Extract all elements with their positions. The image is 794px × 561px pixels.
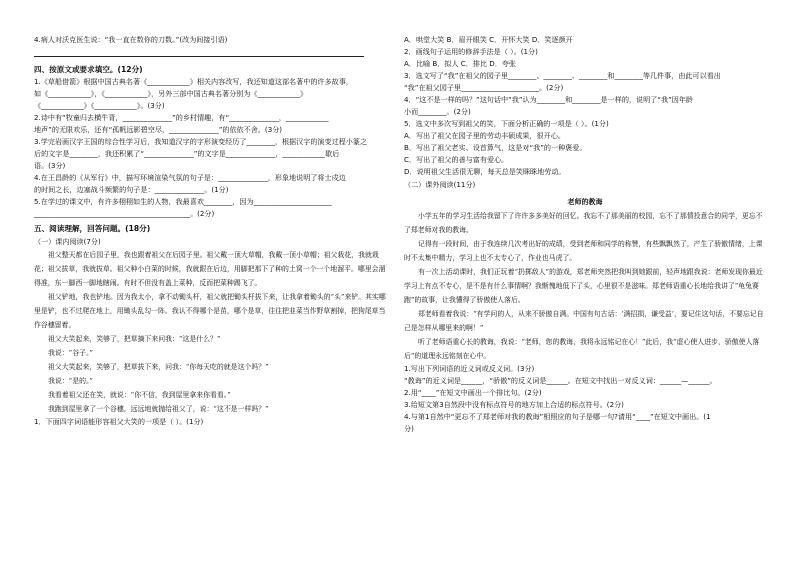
essay-question: 分) (404, 424, 414, 433)
essay-paragraph: 小学五年的学习生活给我留下了许许多多美好的回忆。我忘不了那美丽的校园，忘不了那情投意合的同学，更忘不了郑老师对我的教诲。 (404, 212, 763, 234)
question-4-cont: 小而________。(2分) (404, 107, 471, 116)
s4-line: 5.在学过的课文中，有许多栩栩如生的人物，我最喜欢________，因为______________________ (34, 197, 332, 206)
option-line: C．写出了祖父的善与富有爱心。 (404, 155, 509, 164)
question-3-cont: “我”在祖父园子里______________________。(2分) (404, 83, 564, 92)
answer-line (34, 56, 364, 57)
dialogue-line: 我说：“谷子。” (48, 349, 93, 357)
right-column (404, 34, 766, 435)
option-line: A．写出了祖父在园子里的劳动丰硕成果，很开心。 (404, 131, 565, 140)
essay-paragraph: 听了老师语重心长的教诲，我说：“老师，您的教诲，我将永远铭记在心！”此后，我“虚心使人进步，骄傲使人落后”的道理永远铭刻在心中。 (404, 338, 760, 360)
s4-line: 4.在王昌龄的《从军行》中，描写环境渲染气氛的句子是：______________，形象地说明了将士戍边 (34, 173, 346, 182)
essay-question: 3.给短文第3自然段中没有标点符号的地方加上合适的标点符号。(2分) (404, 400, 624, 409)
passage-paragraph: 祖父整天都在后园子里，我也跟着祖父在后园子里。祖父戴一顶大草帽，我戴一顶小草帽；祖父栽花，我就栽花；祖父拔草，我就拔草。祖父种小白菜的时候，我就跟在后边，用脚把那下了种的土窝一个一个地溜平。哪里会溜得准，东一脚西一脚地瞎闹。有时不但没有盖上菜种，反而把菜种踢飞了。 (34, 251, 386, 287)
s4-line: 如《____________》，《____________》，另外三部中国古典名著分别为《____________》 (34, 89, 308, 98)
dialogue-line: 我说：“是的。” (48, 377, 93, 385)
sub2-title: （二）课外阅读(11分) (404, 180, 476, 189)
s4-line: 地声”的无限欢乐，还有“孤帆远影碧空尽，______________”的依依不舍。(3分) (34, 125, 283, 134)
left-column (34, 34, 392, 428)
essay-paragraph: 郑老师看着我说：“有学问的人，从来不骄傲自满。中国有句古话：‘满招损，谦受益’，要记住这句话，不要忘记自己是怎样从哪里来的啊！” (404, 310, 764, 332)
dialogue-line: 我跑到屋里拿了一个谷穗，远远地就抛给祖父了，说：“这不是一样吗？” (48, 405, 269, 413)
question-5: 5．选文中多次写到祖父的笑，下面分析正确的一项是（ ）。(1分) (404, 119, 609, 128)
section5-title: 五、阅读理解，回答问题。(18分) (34, 224, 151, 233)
options-q1: A．哄堂大笑 B．眉开眼笑 C．开怀大笑 D．笑逐颜开 (404, 35, 573, 44)
s4-line: 《____________》《____________》。(3分) (34, 101, 165, 110)
s4-line: 2.诗中有“牧童归去横牛背，______________”的乡村情趣，有“______________，____________ (34, 113, 329, 122)
s4-line: 语。(3分) (34, 161, 66, 170)
question-2: 2．画线句子运用的修辞手法是（ ）。(1分) (404, 47, 538, 56)
essay-question: 1.写出下列词语的近义词或反义词。(3分) (404, 364, 535, 373)
dialogue-line: 我看着祖父还在笑，就说：“你不信，我到屋里拿来你看看。” (48, 391, 231, 399)
s4-line: 3.学完岩画汉字王国的综合性学习后，我知道汉字的字形演变经历了________，根据汉字的演变过程小篆之 (34, 137, 368, 146)
sub1-title: （一）课内阅读(7分) (34, 237, 101, 246)
option-line: D．说明祖父生活很无聊，每天总是笑眯眯地劳动。 (404, 167, 566, 176)
essay-question: “教诲”的近义词是______，“骄傲”的反义词是______。在短文中找出一对反义词：______—______。 (404, 376, 717, 385)
option-line: B．写出了祖父老实、设首算气，这是对“我”的一种褒爱。 (404, 143, 587, 152)
essay-question: 2.用“____”在短文中画出一个排比句。(2分) (404, 388, 542, 397)
options-q2: A．比喻 B．拟人 C．排比 D．夸张 (404, 59, 517, 68)
essay-question: 4.与第1自然中“更忘不了郑老师对我的教诲”相照应的句子是哪一句?请用“____”在短文中画出。(1 (404, 412, 711, 421)
passage-paragraph: 祖父铲地，我也铲地。因为我太小，拿不动锄头杆，祖父就把锄头杆拔下来，让我拿着锄头的“头”来铲。其实哪里是铲，也不过爬在地上，用锄头乱勾一阵。我认不得哪个是苗，哪个是草，往往把韭菜当作野草割掉，把狗尾草当作谷穗留着。 (34, 293, 386, 329)
s4-line: 的时间之长，边塞战斗频繁的句子是：______________。(1分) (34, 185, 229, 194)
section4-title: 四、按原文或要求填空。(12分) (34, 65, 143, 74)
s4-line: 1.《草船借箭》根据中国古典名著《____________》相关内容改写，我还知道这部名著中的许多故事， (34, 77, 353, 86)
question-4: 4．“这不是一样的吗？”这句话中“我”认为________和________是一样的，说明了“我”因年龄 (404, 95, 694, 104)
s4-line: ____________________________________________。(2分) (34, 209, 215, 218)
question-1: 1．下面四字词语能形容祖父大笑的一项是（ ）。(1分) (34, 417, 204, 426)
essay-paragraph: 记得有一段时间，由于我连续几次考出好的成绩，受到老师和同学的称赞，有些飘飘然了，产生了骄傲情绪，上课时不太集中精力，学习上也不太专心了，作业也马虎了。 (404, 240, 763, 262)
dialogue-line: 祖父大笑起来，笑够了，把草摘下来问我：“这是什么？” (48, 335, 221, 343)
essay-paragraph: 有一次上活动课时，我们正玩着“扔掷敌人”的游戏，郑老师突然把我叫到她跟前，轻声地跟我说：老师发现你最近学习上有点不专心，是不是有什么事情啊？我惭愧地低下了头，心里很不是滋味。郑老师语重心长地给我讲了“龟兔赛跑”的故事，让我懂得了骄傲使人落后。 (404, 268, 763, 304)
essay-title: 老师的教诲 (567, 197, 603, 206)
question-3: 3．选文写了“我”在祖父的园子里________、________、________和________等几件事，由此可以看出 (404, 71, 721, 80)
s4-line: 后的文字是________，我还积累了“______________”的文字是______________，____________歇后 (34, 149, 340, 158)
dialogue-line: 祖父大笑起来，笑够了，把草拔下来，问我：“你每天吃的就是这个吗？” (48, 363, 269, 371)
q4-indirect-speech: 4.病人对沃克医生说：“我一直在数你的刀数。”(改为间接引语) (34, 35, 228, 44)
